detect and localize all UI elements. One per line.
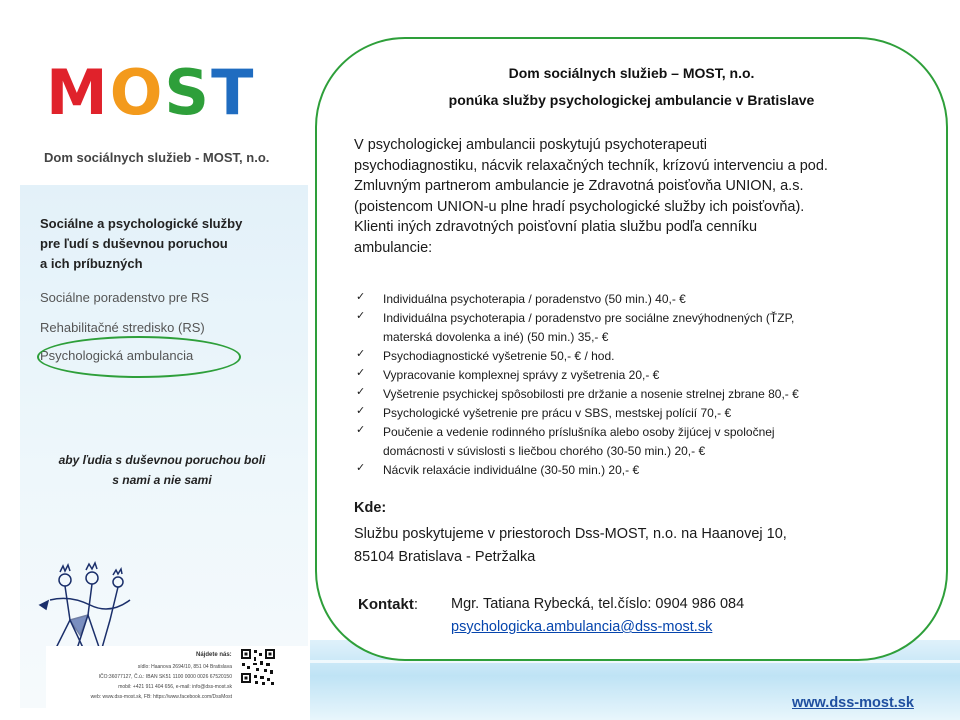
service-text: Vypracovanie komplexnej správy z vyšetrenia 20,- € — [383, 368, 660, 382]
checkmark-icon: ✓ — [356, 462, 366, 474]
checkmark-icon: ✓ — [356, 386, 366, 398]
service-text: Vyšetrenie psychickej spôsobilosti pre držanie a nosenie strelnej zbrane 80,- € — [383, 387, 799, 401]
logo-letter-s: S — [164, 56, 212, 129]
service-text: Psychologické vyšetrenie pre prácu v SBS, mestskej polícií 70,- € — [383, 406, 732, 420]
checkmark-icon: ✓ — [356, 348, 366, 360]
checkmark-icon: ✓ — [356, 291, 366, 303]
logo-subtitle: Dom sociálnych služieb - MOST, n.o. — [44, 150, 270, 165]
flyer-item-rehab-center: Rehabilitačné stredisko (RS) — [40, 320, 205, 335]
service-text: Poučenie a vedenie rodinného príslušníka alebo osoby žijúcej v spoločnej — [383, 425, 775, 439]
slogan-line: s nami a nie sami — [112, 473, 212, 487]
checkmark-icon: ✓ — [356, 424, 366, 436]
service-text: domácnosti v súvislosti s liečbou chorého (30-50 min.) 20,- € — [383, 444, 706, 458]
service-text: Nácvik relaxácie individuálne (30-50 min.) 20,- € — [383, 463, 640, 477]
contact-email-link[interactable]: psychologicka.ambulancia@dss-most.sk — [451, 619, 713, 635]
logo-letter-m: M — [46, 56, 110, 129]
logo-letter-t: T — [211, 56, 256, 129]
location-text — [354, 523, 787, 569]
checkmark-icon: ✓ — [356, 367, 366, 379]
main-title-line-2: ponúka služby psychologickej ambulancie v Bratislave — [448, 92, 815, 108]
intro-line: V psychologickej ambulancii poskytujú psychoterapeuti — [354, 137, 708, 153]
flyer-item-social-counseling: Sociálne poradenstvo pre RS — [40, 290, 210, 305]
contact-label-text: Kontakt — [358, 596, 414, 613]
most-logo — [46, 56, 256, 129]
footer-line: mobil: +421 911 404 656, e-mail: info@dss-most.sk — [118, 684, 232, 690]
qr-code-icon — [240, 648, 276, 688]
main-title-line-1: Dom sociálnych služieb – MOST, n.o. — [508, 65, 755, 81]
checkmark-icon: ✓ — [356, 405, 366, 417]
intro-line: (poistencom UNION-u plne hradí psychologické služby ich poisťovňa). — [354, 198, 805, 215]
location-line: Službu poskytujeme v priestoroch Dss-MOST, n.o. na Haanovej 10, — [354, 526, 787, 542]
service-text: Individuálna psychoterapia / poradenstvo pre sociálne znevýhodnených (ŤZP, — [383, 311, 795, 325]
flyer-slogan — [40, 450, 284, 490]
footer-title: Nájdete nás: — [196, 652, 232, 658]
website-link[interactable]: www.dss-most.sk — [792, 695, 914, 711]
intro-line: Klienti iných zdravotných poisťovní platia službu podľa cenníku — [354, 219, 758, 236]
intro-paragraph — [354, 135, 934, 259]
service-text: Psychodiagnostické vyšetrenie 50,- € / hod. — [383, 349, 615, 363]
footer-line: IČO:36077127, Č.ú.: IBAN SK51 1100 0000 0026 67520150 — [98, 674, 232, 680]
footer-line: sídlo: Haanova 2694/10, 851 04 Bratislava — [137, 664, 232, 670]
intro-line: ambulancie: — [354, 239, 433, 256]
contact-name: Mgr. Tatiana Rybecká, tel.číslo: 0904 986 084 — [451, 596, 745, 612]
slogan-line: aby ľudia s duševnou poruchou boli — [58, 453, 266, 467]
panel-title-line: a ich príbuzných — [40, 256, 143, 271]
intro-line: Zmluvným partnerom ambulancie je Zdravotná poisťovňa UNION, a.s. — [354, 178, 804, 195]
service-text: materská dovolenka a iné) (50 min.) 35,- € — [383, 330, 609, 344]
intro-line: psychodiagnostiku, nácvik relaxačných techník, krízovú intervenciu a pod. — [354, 157, 828, 174]
service-text: Individuálna psychoterapia / poradenstvo (50 min.) 40,- € — [383, 292, 686, 306]
checkmark-icon: ✓ — [356, 310, 366, 322]
highlight-oval — [37, 336, 241, 378]
logo-letter-o: O — [109, 56, 165, 129]
location-line: 85104 Bratislava - Petržalka — [354, 549, 536, 565]
contact-label — [358, 596, 418, 613]
panel-title-line: Sociálne a psychologické služby — [40, 216, 243, 231]
flyer-panel-title — [40, 214, 280, 274]
footer-line: web: www.dss-most.sk, FB: https://www.facebook.com/DssMost — [90, 694, 232, 700]
flyer-item-psych-ambulance: Psychologická ambulancia — [40, 348, 194, 363]
panel-title-line: pre ľudí s duševnou poruchou — [40, 236, 228, 251]
contact-colon: : — [413, 596, 419, 613]
location-heading: Kde: — [354, 500, 387, 516]
